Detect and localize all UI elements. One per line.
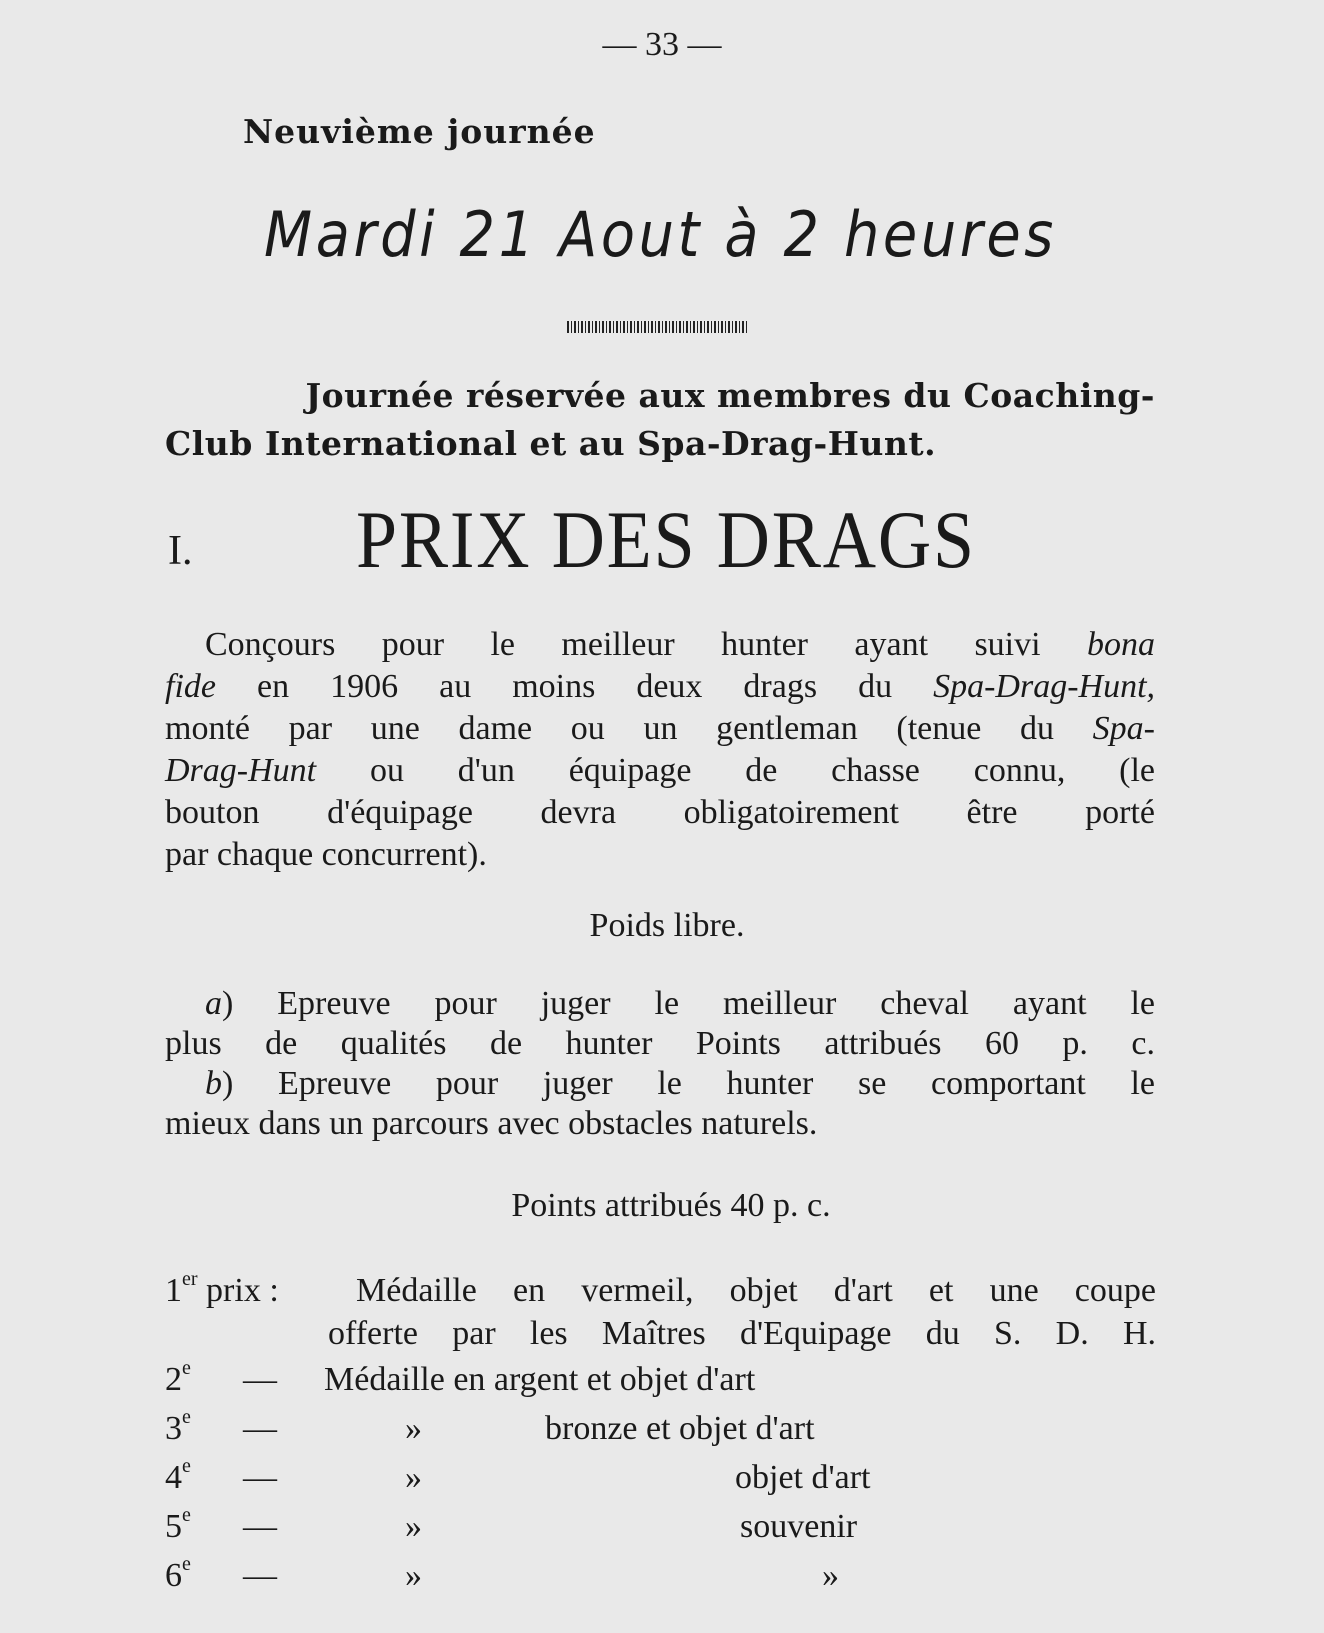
prize-ditto: »	[405, 1557, 422, 1594]
weight-condition: Poids libre.	[589, 907, 745, 944]
prize-rank-1: 1er prix :	[165, 1268, 279, 1309]
reserved-line-1: Journée réservée aux membres du Coaching-	[305, 376, 1155, 415]
reserved-line-2: Club International et au Spa-Drag-Hunt.	[165, 424, 937, 463]
prize-6-text: »	[822, 1557, 839, 1594]
prize-5-text: souvenir	[740, 1508, 858, 1545]
epreuve-a-line: a) Epreuve pour juger le meilleur cheval ayant le	[205, 985, 1155, 1022]
prize-description	[165, 624, 1155, 876]
day-heading: Neuvième journée	[243, 112, 596, 151]
prize-rank-6: 6e	[165, 1553, 191, 1594]
prize-2-text: Médaille en argent et objet d'art	[324, 1361, 756, 1398]
ornament-divider	[567, 321, 749, 333]
prize-dash: —	[243, 1557, 277, 1594]
prize-dash: —	[243, 1361, 277, 1398]
prize-1-text: Médaille en vermeil, objet d'art et une coupe	[356, 1272, 1156, 1309]
prize-dash: —	[243, 1459, 277, 1496]
description-line: Drag-Hunt ou d'un équipage de chasse connu, (le	[165, 752, 1156, 789]
prize-rank-3: 3e	[165, 1406, 191, 1447]
prize-dash: —	[243, 1410, 277, 1447]
description-line: monté par une dame ou un gentleman (tenue du Spa-	[165, 710, 1155, 747]
prize-ditto: »	[405, 1508, 422, 1545]
epreuves-list	[165, 984, 1155, 1144]
prize-3-text: bronze et objet d'art	[545, 1410, 815, 1447]
prize-rank-4: 4e	[165, 1455, 191, 1496]
epreuve-a-line: plus de qualités de hunter Points attribués 60 p. c.	[165, 1025, 1155, 1062]
prize-ditto: »	[405, 1459, 422, 1496]
page-number: — 33 —	[602, 26, 722, 63]
description-line: bouton d'équipage devra obligatoirement être porté	[165, 794, 1155, 831]
prize-1-text: offerte par les Maîtres d'Equipage du S. D. H.	[328, 1315, 1156, 1352]
epreuve-b-line: mieux dans un parcours avec obstacles naturels.	[165, 1105, 818, 1142]
prize-dash: —	[243, 1508, 277, 1545]
prize-title: PRIX DES DRAGS	[356, 494, 976, 585]
prize-4-text: objet d'art	[735, 1459, 871, 1496]
description-line: par chaque concurrent).	[165, 836, 487, 873]
description-line: fide en 1906 au moins deux drags du Spa-Drag-Hunt,	[165, 668, 1156, 705]
date-line: Mardi 21 Aout à 2 heures	[264, 198, 1057, 271]
description-line: Conçours pour le meilleur hunter ayant suivi bona	[205, 626, 1155, 663]
points-b: Points attribués 40 p. c.	[511, 1187, 831, 1224]
prize-rank-2: 2e	[165, 1357, 191, 1398]
prize-rank-5: 5e	[165, 1504, 191, 1545]
prize-ditto: »	[405, 1410, 422, 1447]
prize-number: I.	[168, 528, 193, 574]
epreuve-b-line: b) Epreuve pour juger le hunter se comportant le	[205, 1065, 1155, 1102]
